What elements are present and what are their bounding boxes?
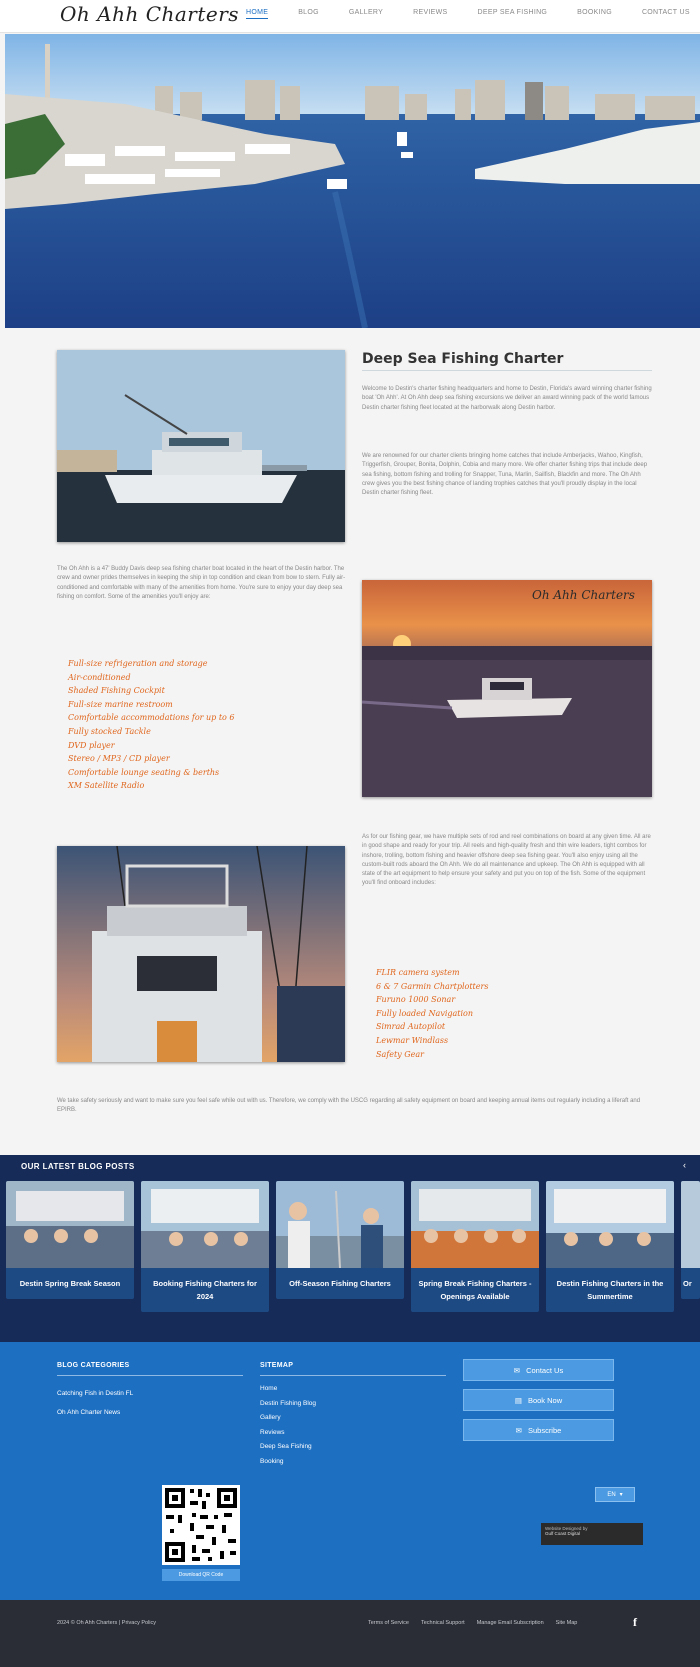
sitemap-link[interactable]: Reviews	[260, 1428, 285, 1436]
site-logo[interactable]: Oh Ahh Charters	[60, 2, 240, 26]
blog-card[interactable]	[141, 1181, 269, 1312]
blog-card[interactable]	[6, 1181, 134, 1299]
blog-card[interactable]	[276, 1181, 404, 1299]
sitemap-link[interactable]: Site Map	[555, 1620, 578, 1626]
chat-icon: ✉	[513, 1365, 521, 1375]
equipment-list	[376, 966, 656, 1061]
blog-card-image	[546, 1181, 674, 1268]
book-now-button[interactable]	[463, 1389, 614, 1411]
equipment-item: Simrad Autopilot	[376, 1022, 446, 1032]
email-subscription-link[interactable]: Manage Email Subscription	[476, 1620, 544, 1626]
equipment-item: FLIR camera system	[376, 968, 460, 977]
bottom-bar	[0, 1600, 700, 1667]
flybridge-photo	[57, 846, 345, 1062]
subscribe-label: Subscribe	[527, 1425, 562, 1435]
amenity-item: Full-size refrigeration and storage	[68, 659, 208, 668]
amenity-item: Shaded Fishing Cockpit	[68, 686, 165, 696]
nav-contact-us[interactable]: CONTACT US	[641, 9, 690, 16]
qr-download-button[interactable]: Download QR Code	[162, 1569, 240, 1581]
sitemap-link[interactable]: Gallery	[260, 1414, 281, 1421]
title-divider	[362, 370, 652, 371]
badge-line-1: Website Designed by	[545, 1526, 588, 1531]
blog-card-title: Spring Break Fishing Charters - Openings Available	[418, 1279, 532, 1301]
sitemap-list	[260, 1382, 316, 1469]
terms-link[interactable]: Terms of Service	[368, 1620, 409, 1626]
nav-deep-sea-fishing[interactable]: DEEP SEA FISHING	[477, 9, 548, 16]
nav-gallery[interactable]: GALLERY	[348, 9, 384, 16]
footer-divider	[260, 1375, 446, 1376]
amenities-list	[68, 657, 348, 793]
blog-heading: OUR LATEST BLOG POSTS	[21, 1162, 135, 1171]
equipment-item: 6 & 7 Garmin Chartplotters	[376, 981, 489, 991]
equipment-item: Safety Gear	[376, 1049, 424, 1059]
nav-reviews[interactable]: REVIEWS	[413, 9, 448, 16]
support-link[interactable]: Technical Support	[420, 1620, 465, 1626]
catch-paragraph: We are renowned for our charter clients bringing home catches that include Amberjacks, Wahoo, Kingfish, Triggerfish, Grouper, Bonita, Dolphin, Cobia and many more. We offer charter fishing trips that include deep sea fishing, bottom fishing and trolling for Snapper, Tuna, Marlin, Sailfish, Blackfin and more. The Oh Ahh crew gives you the best fishing chance of landing trophies catches that you'll proudly display in the local Destin charter fishing fleet.	[362, 453, 648, 497]
blog-card[interactable]	[546, 1181, 674, 1312]
blog-card-image	[681, 1181, 700, 1268]
nav-blog[interactable]: BLOG	[298, 9, 319, 16]
boat-description: The Oh Ahh is a 47' Buddy Davis deep sea fishing charter boat located in the heart of the Destin harbor. The crew and owner prides themselves in keeping the ship in top condition and clean from bow to stern. Fully air-conditioned and comfortable with many of the amenities from home. You're sure to enjoy your day deep sea fishing on comfort. Some of the amenities you'll enjoy are:	[57, 566, 346, 600]
qr-code	[162, 1485, 240, 1565]
calendar-icon: ▤	[514, 1395, 522, 1405]
footer-divider	[57, 1375, 243, 1376]
boat-daytime-photo	[57, 350, 345, 542]
amenity-item: DVD player	[68, 740, 115, 750]
badge-line-2: Gulf Coast Digital	[545, 1531, 581, 1536]
amenity-item: XM Satellite Radio	[68, 781, 145, 791]
category-list	[57, 1384, 133, 1422]
blog-card[interactable]	[411, 1181, 539, 1312]
sunset-boat-photo	[362, 580, 652, 797]
blog-card-image	[6, 1181, 134, 1268]
equipment-item: Lewmar Windlass	[376, 1035, 449, 1045]
amenity-item: Stereo / MP3 / CD player	[68, 754, 170, 764]
equipment-item: Furuno 1000 Sonar	[376, 995, 456, 1005]
main-nav	[246, 9, 690, 19]
sitemap-link[interactable]: Destin Fishing Blog	[260, 1399, 316, 1407]
contact-us-button[interactable]	[463, 1359, 614, 1381]
amenity-item: Comfortable lounge seating & berths	[68, 767, 220, 777]
language-value: EN	[607, 1491, 616, 1498]
intro-paragraph: Welcome to Destin's charter fishing headquarters and home to Destin, Florida's award winning charter fishing boat 'Oh Ahh'. At Oh Ahh deep sea fishing excursions we deliver an award winning pack of the world famous Destin charter fishing fleet located at the harborwalk along Destin harbor.	[362, 386, 652, 411]
footer-sitemap-heading: SITEMAP	[260, 1362, 294, 1369]
blog-card-title: Or	[683, 1279, 692, 1288]
section-title: Deep Sea Fishing Charter	[362, 351, 564, 367]
copyright-text: 2024 © Oh Ahh Charters | Privacy Policy	[57, 1620, 157, 1626]
language-select[interactable]	[595, 1487, 635, 1502]
hero-harbor-image	[5, 34, 700, 328]
amenity-item: Fully stocked Tackle	[68, 726, 151, 736]
blog-card-image	[411, 1181, 539, 1268]
amenity-item: Comfortable accommodations for up to 6	[68, 713, 235, 723]
blog-card-image	[141, 1181, 269, 1268]
blog-card-image	[276, 1181, 404, 1268]
sitemap-link[interactable]: Home	[260, 1385, 278, 1392]
sunset-watermark-logo: Oh Ahh Charters	[532, 588, 635, 602]
sitemap-link[interactable]: Booking	[260, 1457, 284, 1465]
subscribe-button[interactable]	[463, 1419, 614, 1441]
sitemap-link[interactable]: Deep Sea Fishing	[260, 1443, 312, 1450]
blog-card-title: Off-Season Fishing Charters	[289, 1279, 391, 1288]
book-now-label: Book Now	[527, 1395, 563, 1405]
amenity-item: Air-conditioned	[68, 672, 131, 682]
mail-icon: ✉	[515, 1425, 522, 1435]
nav-home[interactable]: HOME	[246, 9, 268, 19]
bottom-links	[368, 1620, 577, 1626]
carousel-prev-icon[interactable]: ‹	[683, 1160, 686, 1170]
blog-card-partial[interactable]	[681, 1181, 700, 1299]
amenity-item: Full-size marine restroom	[68, 699, 173, 709]
blog-card-title: Destin Spring Break Season	[19, 1279, 121, 1288]
footer-categories-heading: BLOG CATEGORIES	[57, 1362, 130, 1369]
facebook-icon[interactable]: f	[633, 1615, 637, 1629]
contact-us-label: Contact Us	[526, 1365, 564, 1375]
category-link[interactable]: Catching Fish in Destin FL	[57, 1390, 134, 1397]
blog-card-title: Destin Fishing Charters in the Summertime	[556, 1279, 664, 1301]
blog-card-title: Booking Fishing Charters for 2024	[153, 1279, 257, 1301]
chevron-down-icon: ▾	[619, 1492, 623, 1498]
safety-paragraph: We take safety seriously and want to make sure you feel safe while out with us. Therefore, we comply with the USCG regarding all safety equipment on board and keeping annual items out regularly including a liferaft and EPIRB.	[57, 1098, 641, 1114]
equipment-item: Fully loaded Navigation	[376, 1008, 474, 1018]
gear-paragraph: As for our fishing gear, we have multiple sets of rod and reel combinations on board at any given time. All are in good shape and ready for your trip. All reels and high-quality fresh and thin wire leaders, tight combos for inshore, trolling, bottom fishing and heavier offshore deep sea fishing gear. You'll also enjoy using all the custom-built rods aboard the Oh Ahh. We do all maintenance and upkeep. The Oh Ahh is equipped with all state of the art equipment to help ensure your safety and put you on top of the fish. Some of the equipment you'll find onboard includes:	[362, 834, 651, 887]
category-link[interactable]: Oh Ahh Charter News	[57, 1409, 121, 1416]
nav-booking[interactable]: BOOKING	[577, 9, 612, 16]
designer-badge[interactable]	[541, 1523, 643, 1545]
